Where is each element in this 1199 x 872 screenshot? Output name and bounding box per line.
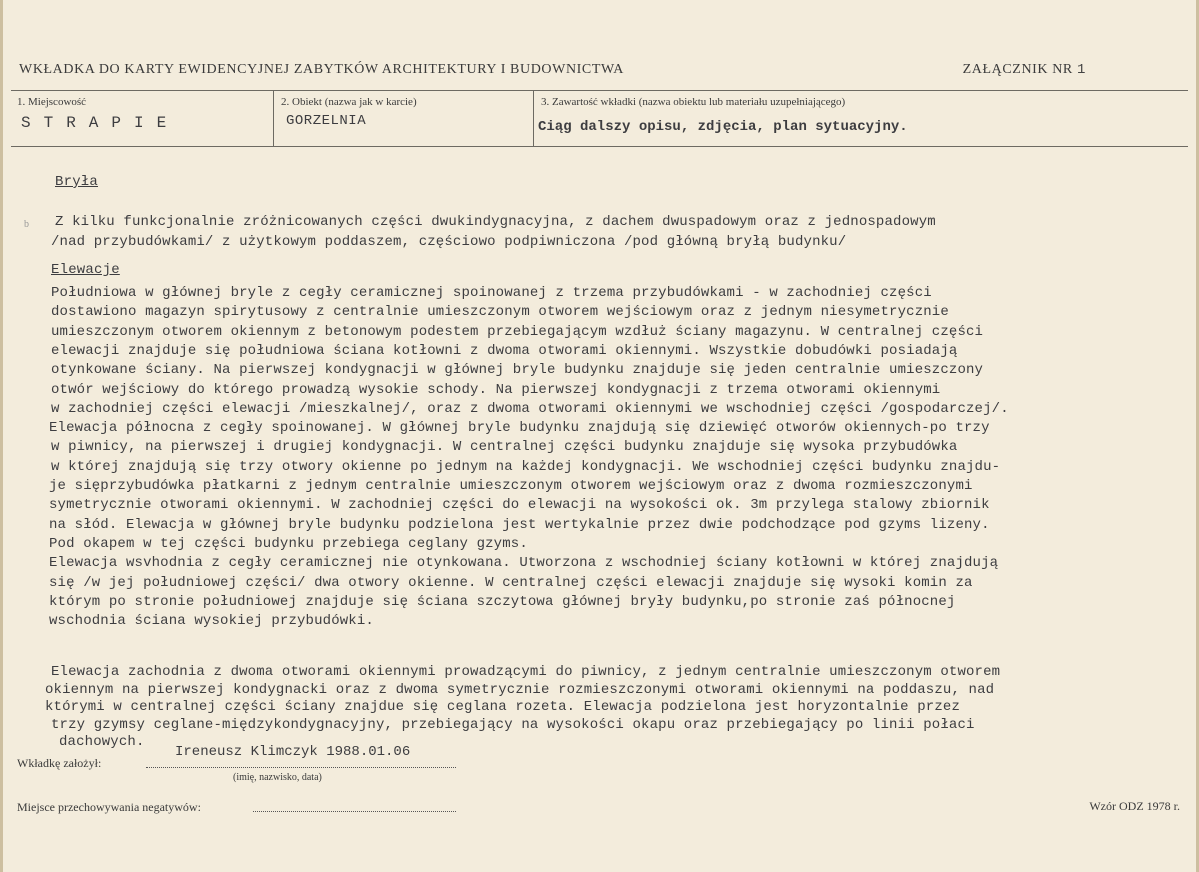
elewacje-heading: Elewacje (51, 262, 120, 278)
text-line: w zachodniej części elewacji /mieszkalnej/, oraz z dwoma otworami okiennymi we wschodniej części /gospodarczej/. (51, 400, 1009, 417)
text-line: otwór wejściowy do którego prowadzą wysokie schody. Na pierwszej kondygnacji z trzema otworami okiennymi (51, 381, 941, 398)
text-line: w której znajdują się trzy otwory okienne po jednym na każdej kondygnacji. We wschodniej części budynku znajdu- (51, 458, 1001, 475)
text-line: którymi w centralnej części ściany znajdue się ceglana rozeta. Elewacja podzielona jest horyzontalnie przez (45, 699, 960, 716)
header-rule-bottom (11, 146, 1188, 147)
text-line: elewacji znajduje się południowa ściana kotłowni z dwoma otworami okiennymi. Wszystkie dobudówki posiadają (51, 342, 958, 359)
text-line: Elewacja wsvhodnia z cegły ceramicznej nie otynkowana. Utworzona z wschodniej ściany kotłowni w której znajdują (49, 555, 999, 572)
content-value: Ciąg dalszy opisu, zdjęcia, plan sytuacyjny. (538, 119, 908, 135)
negatives-dotted-line (253, 811, 456, 812)
text-line: symetrycznie otworami okiennymi. W zachodniej części do elewacji na wysokości ok. 3m przylega stalowy zbiornik (49, 497, 990, 514)
annex-label (963, 62, 1086, 78)
negatives-label: Miejsce przechowywania negatywów: (17, 800, 201, 814)
margin-mark: b (24, 219, 29, 230)
form-title: WKŁADKA DO KARTY EWIDENCYJNEJ ZABYTKÓW ARCHITEKTURY I BUDOWNICTWA (19, 62, 624, 77)
author-label: Wkładkę założył: (17, 756, 102, 770)
form-version: Wzór ODZ 1978 r. (1089, 799, 1180, 813)
text-line: je sięprzybudówka płatkarni z jednym centralnie umieszczonym otworem wejściowym oraz z dwoma rozmieszczonymi (49, 478, 973, 494)
text-line: Pod okapem w tej części budynku przebiega ceglany gzyms. (49, 535, 528, 552)
text-line: okiennym na pierwszej kondygnacki oraz z dwoma symetrycznie rozmieszczonymi otworami okiennymi na poddaszu, nad (45, 681, 995, 698)
author-dotted-line (146, 767, 456, 768)
text-line: dachowych. (59, 734, 145, 751)
text-line: wschodnia ściana wysokiej przybudówki. (49, 613, 374, 630)
annex-label-text: ZAŁĄCZNIK NR (962, 62, 1073, 77)
text-line: Z kilku funkcjonalnie zróżnicowanych części dwukindygnacyjna, z dachem dwuspadowym oraz z jednospadowym (55, 214, 936, 230)
annex-number: 1 (1076, 62, 1086, 78)
text-line: się /w jej południowej części/ dwa otwory okienne. W centralnej części elewacji znajduje się wysoki komin za (49, 574, 973, 591)
text-line: w piwnicy, na pierwszej i drugiej kondygnacji. W centralnej części budynku znajduje się wysoka przybudówka (51, 439, 958, 456)
text-line: /nad przybudówkami/ z użytkowym poddaszem, częściowo podpiwniczona /pod główną bryłą budynku/ (51, 234, 847, 250)
header-rule-top (11, 90, 1188, 91)
field-divider-2 (533, 90, 534, 146)
place-label: 1. Miejscowość (17, 96, 87, 108)
text-line: trzy gzymsy ceglane-międzykondygnacyjny, przebiegający na wysokości okapu oraz przebiegający po linii połaci (51, 716, 975, 733)
text-line: Elewacja zachodnia z dwoma otworami okiennymi prowadzącymi do piwnicy, z jednym centralnie umieszczonym otworem (51, 664, 1001, 680)
author-value: Ireneusz Klimczyk 1988.01.06 (175, 744, 411, 760)
text-line: dostawiono magazyn spirytusowy z centralnie umieszczonym otworem wejściowym oraz z jednym niesymetrycznie (51, 304, 949, 321)
field-divider-1 (273, 90, 274, 146)
object-value: GORZELNIA (286, 113, 367, 129)
text-line: Elewacja północna z cegły spoinowanej. W głównej bryle budynku znajdują się dziewięć otworów okiennych-po trzy (49, 420, 990, 437)
object-label: 2. Obiekt (nazwa jak w karcie) (281, 96, 417, 108)
text-line: Południowa w głównej bryle z cegły ceramicznej spoinowanej z trzema przybudówkami - w zachodniej części (51, 285, 932, 301)
text-line: otynkowane ściany. Na pierwszej kondygnacji w głównej bryle budynku znajduje się jeden centralnie umieszczony (51, 362, 984, 379)
text-line: umieszczonym otworem okiennym z betonowym podestem przebiegającym wzdłuż ściany magazynu. W centralnej części (51, 323, 984, 340)
bryla-heading: Bryła (55, 174, 99, 190)
author-hint: (imię, nazwisko, data) (233, 772, 322, 783)
text-line: którym po stronie południowej znajduje się ściana szczytowa głównej bryły budynku,po stronie zaś północnej (49, 593, 956, 610)
text-line: na słód. Elewacja w głównej bryle budynku podzielona jest wertykalnie przez dwie podchodzące pod gzyms lizeny. (49, 516, 990, 533)
place-value: STRAPIE (21, 114, 180, 132)
content-label: 3. Zawartość wkładki (nazwa obiektu lub materiału uzupełniającego) (541, 96, 846, 108)
